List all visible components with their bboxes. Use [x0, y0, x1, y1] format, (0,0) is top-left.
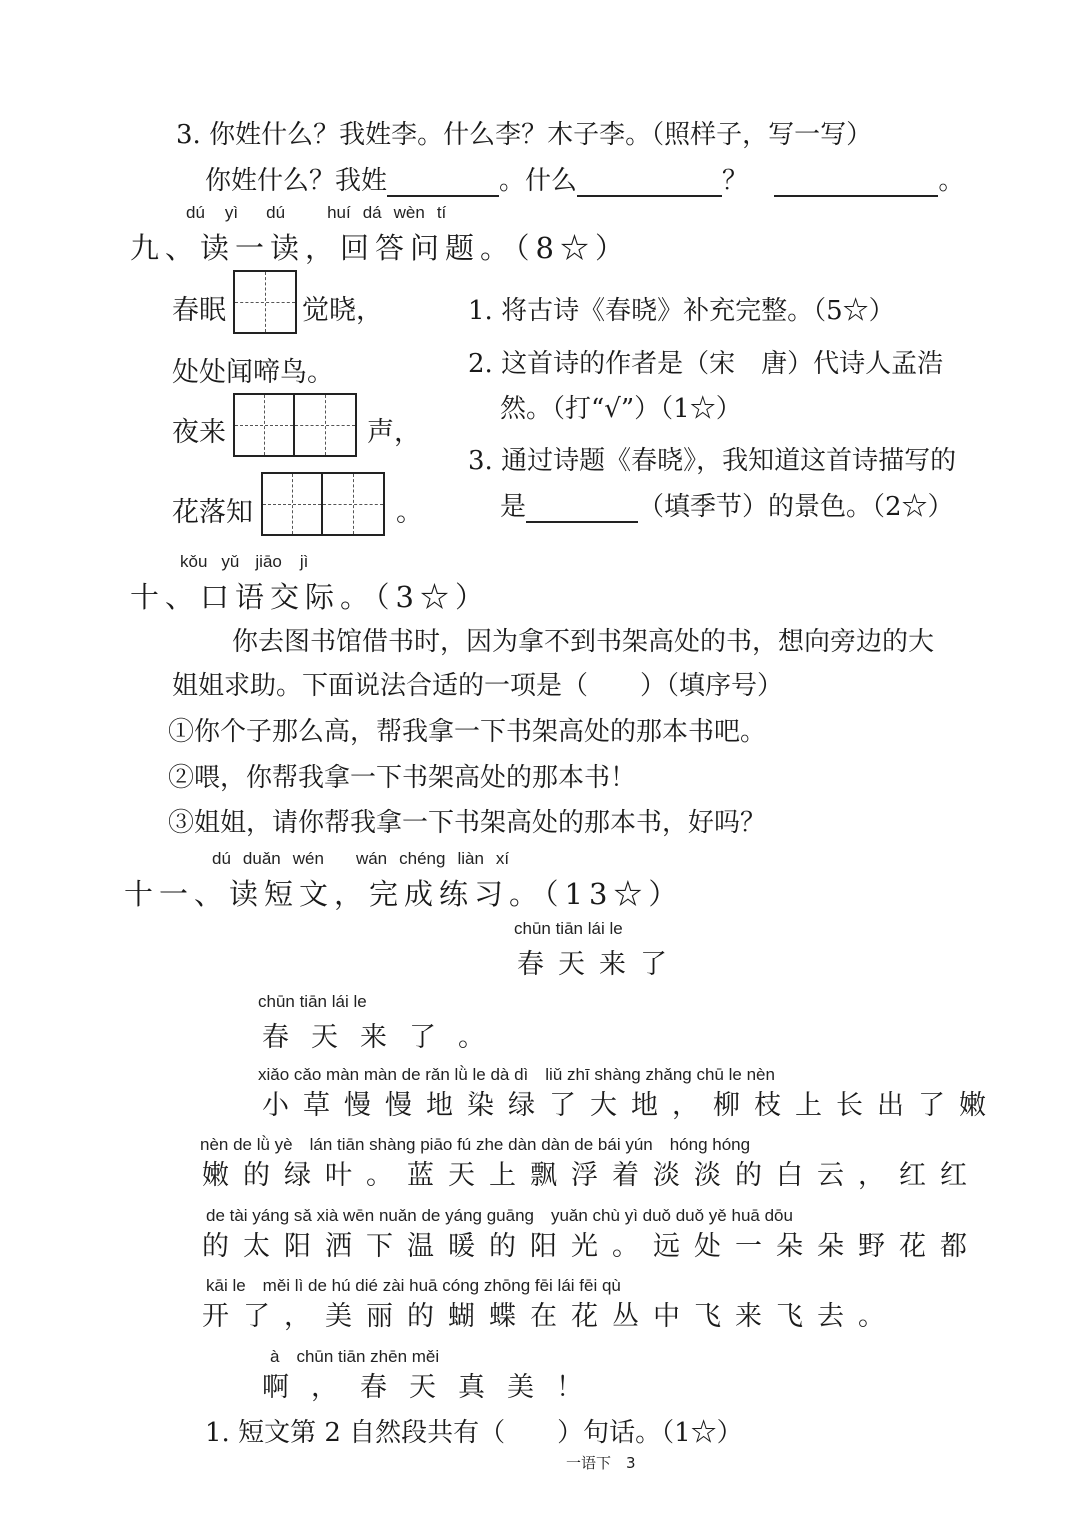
q8-sample-line: 3. 你姓什么？我姓李。什么李？木子李。（照样子，写一写） [176, 120, 873, 150]
q9-question-3-prefix: 是 [500, 492, 527, 522]
story-line-1-pinyin: xiǎo cǎo màn màn de rǎn lǜ le dà dì liǔ zhī shàng zhǎng chū le nèn [258, 1065, 775, 1084]
poem-line-4-end: 。 [396, 497, 423, 528]
q8-fill-question: ？ [722, 166, 749, 196]
q9-question-1: 1. 将古诗《春晓》补充完整。（5☆） [468, 296, 895, 326]
q10-paragraph-1: 你去图书馆借书时，因为拿不到书架高处的书，想向旁边的大 [232, 627, 935, 657]
pinyin-syllable: kǒu [180, 552, 208, 571]
page-footer: 一语下 3 [566, 1454, 636, 1472]
pinyin-syllable: jì [299, 552, 309, 571]
q9-question-3-suffix: （填季节）的景色。（2☆） [638, 492, 954, 522]
q9-question-3: 3. 通过诗题《春晓》，我知道这首诗描写的 [468, 446, 957, 476]
poem-grid-3[interactable] [233, 393, 357, 457]
pinyin-syllable: yì [224, 203, 239, 222]
pinyin-syllable: chéng [399, 849, 446, 868]
q10-option-2: ②喂，你帮我拿一下书架高处的那本书！ [168, 763, 637, 793]
surname-blank[interactable] [387, 167, 499, 197]
story-line-1: 小草慢慢地染绿了大地，柳枝上长出了嫩 [262, 1090, 1000, 1121]
q9-question-2-cont: 然。（打“√”）（1☆） [500, 394, 742, 424]
q9-question-3-cont [500, 486, 954, 523]
q8-fill-middle: 。什么 [499, 166, 578, 196]
story-line-3-pinyin: de tài yáng sǎ xià wēn nuǎn de yáng guāng yuǎn chù yì duǒ duǒ yě huā dōu [206, 1206, 793, 1225]
q9-pinyin [186, 203, 446, 223]
q10-option-3: ③姐姐，请你帮我拿一下书架高处的那本书，好吗？ [168, 808, 767, 838]
story-line-2-pinyin: nèn de lǜ yè lán tiān shàng piāo fú zhe dàn dàn de bái yún hóng hóng [200, 1135, 751, 1154]
poem-grid-1[interactable] [233, 270, 297, 334]
story-line-2: 嫩的绿叶。蓝天上飘浮着淡淡的白云，红红 [202, 1160, 981, 1191]
poem-line-3-start: 夜来 [172, 417, 226, 448]
story-para-1: 春天来了。 [262, 1022, 507, 1053]
poem-line-3-end: 声， [367, 417, 421, 448]
story-line-4-pinyin: kāi le měi lì de hú dié zài huā cóng zhōng fēi lái fēi qù [206, 1276, 621, 1295]
pinyin-syllable: dá [362, 203, 382, 222]
pinyin-syllable: liàn [457, 849, 484, 868]
pinyin-syllable: dú [266, 203, 286, 222]
q8-fill-end: 。 [938, 166, 965, 196]
q10-option-1: ①你个子那么高，帮我拿一下书架高处的那本书吧。 [168, 717, 767, 747]
poem-line-4-start: 花落知 [172, 497, 253, 528]
q10-pinyin [180, 552, 308, 572]
story-line-4: 开了，美丽的蝴蝶在花丛中飞来飞去。 [202, 1301, 899, 1332]
pinyin-syllable: xí [495, 849, 510, 868]
poem-line-1-start: 春眠 [172, 295, 226, 326]
what-blank[interactable] [577, 167, 722, 197]
q11-title: 十一、读短文，完成练习。（13☆） [124, 877, 684, 911]
pinyin-syllable: jiāo [255, 552, 282, 571]
story-title: 春天来了 [517, 949, 681, 980]
story-line-3: 的太阳洒下温暖的阳光。远处一朵朵野花都 [202, 1231, 981, 1262]
para1-pinyin: chūn tiān lái le [258, 992, 367, 1011]
q11-sub-question-1: 1. 短文第 2 自然段共有（ ）句话。（1☆） [205, 1418, 743, 1448]
pinyin-syllable: tí [436, 203, 447, 222]
poem-line-2: 处处闻啼鸟。 [172, 357, 334, 388]
pinyin-syllable: wán [355, 849, 388, 868]
pinyin-syllable: huí [327, 203, 351, 222]
q9-question-2: 2. 这首诗的作者是（宋 唐）代诗人孟浩 [468, 349, 944, 379]
pinyin-syllable: dú [212, 849, 231, 868]
q9-title: 九、读一读，回答问题。（8☆） [130, 231, 630, 265]
story-para-3: 啊，春天真美！ [262, 1372, 605, 1403]
poem-grid-4[interactable] [261, 472, 385, 536]
q10-title: 十、口语交际。（3☆） [130, 580, 490, 614]
pinyin-syllable: duǎn [242, 849, 281, 868]
q8-fill-line [205, 160, 964, 197]
poem-line-1-end: 觉晓， [302, 295, 383, 326]
para3-pinyin: à chūn tiān zhēn měi [270, 1347, 440, 1366]
q10-paragraph-2: 姐姐求助。下面说法合适的一项是（ ）（填序号） [172, 671, 784, 701]
q8-fill-prefix: 你姓什么？我姓 [205, 166, 388, 196]
season-blank[interactable] [526, 493, 638, 523]
pinyin-syllable: dú [186, 203, 205, 222]
story-title-pinyin: chūn tiān lái le [514, 919, 623, 938]
pinyin-syllable: yǔ [221, 552, 240, 571]
q11-pinyin [212, 849, 509, 869]
pinyin-syllable: wèn [393, 203, 425, 222]
pinyin-syllable: wén [292, 849, 324, 868]
answer-blank[interactable] [774, 167, 938, 197]
